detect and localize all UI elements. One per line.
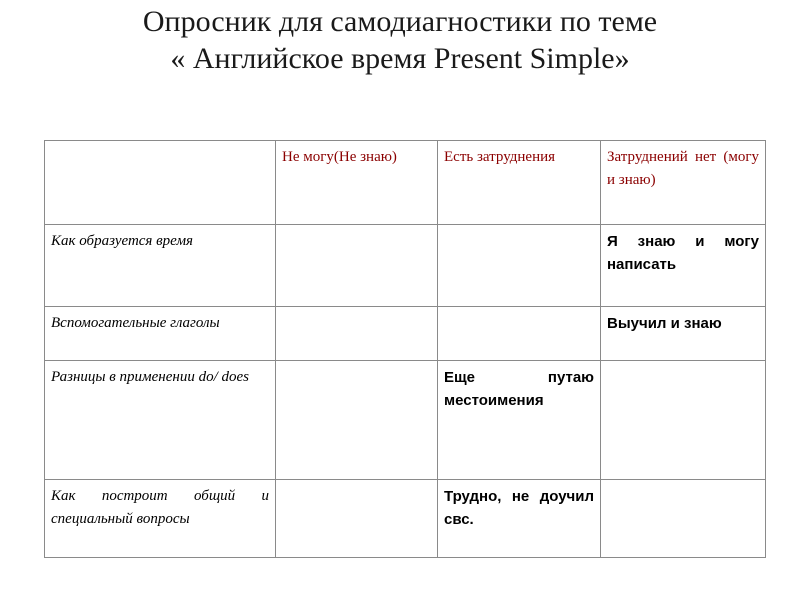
table-row [45,225,766,307]
header-cell-no-difficulties: Затруднений нет (могу и знаю) [601,141,766,225]
table-row [45,361,766,480]
table-cell: Я знаю и могу написать [601,225,766,307]
title-line-1: Опросник для самодиагностики по теме [142,5,658,38]
table-row [45,480,766,558]
table-cell [276,307,438,361]
row-label: Как образуется время [45,225,276,307]
table-cell [601,361,766,480]
table-cell [276,225,438,307]
table-cell [276,480,438,558]
self-diagnosis-table [44,140,766,558]
title-line-2: « Английское время Present Simple» [170,42,630,75]
header-cell-difficulties: Есть затруднения [438,141,601,225]
table-cell: Выучил и знаю [601,307,766,361]
table-header-row [45,141,766,225]
table-row [45,307,766,361]
table-cell [276,361,438,480]
header-cell-cannot: Не могу(Не знаю) [276,141,438,225]
table-cell: Трудно, не доучил свс. [438,480,601,558]
table-cell [438,307,601,361]
table-cell [438,225,601,307]
table-cell: Еще путаю местоимения [438,361,601,480]
header-cell-empty [45,141,276,225]
row-label: Вспомогательные глаголы [45,307,276,361]
table-cell [601,480,766,558]
row-label: Разницы в применении do/ does [45,361,276,480]
row-label: Как построит общий и специальный вопросы [45,480,276,558]
